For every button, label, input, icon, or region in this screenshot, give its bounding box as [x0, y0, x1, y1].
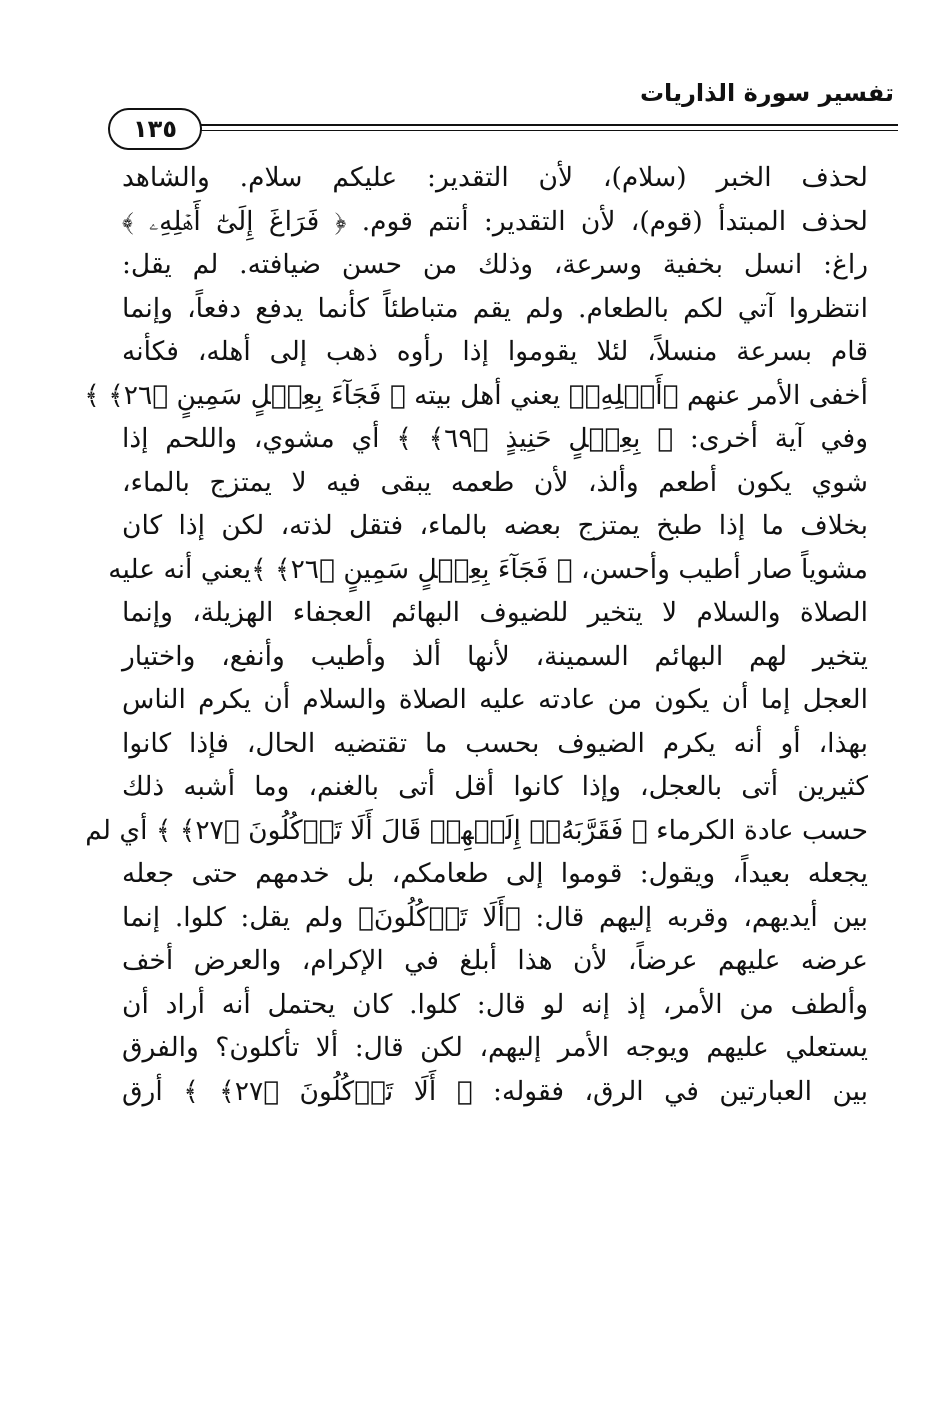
text-line: الصلاة والسلام لا يتخير للضيوف البهائم العجفاء الهزيلة، وإنما: [122, 597, 868, 628]
text-line: مشوياً صار أطيب وأحسن، ﴿ فَجَآءَ بِعِجۡلٍ سَمِينٍ ﴿٢٦﴾ ﴾يعني أنه عليه: [108, 553, 868, 585]
text-line: بهذا، أو أنه يكرم الضيوف بحسب ما تقتضيه الحال، فإذا كانوا: [122, 727, 868, 759]
text-line: وفي آية أخرى: ﴿ بِعِجۡلٍ حَنِيذٍ ﴿٦٩﴾ ﴾ أي مشوي، واللحم إذا: [122, 423, 868, 454]
text-line: انتظروا آتي لكم بالطعام. ولم يقم متباطئاً كأنما يدفع دفعاً، وإنما: [122, 292, 868, 324]
page-number: ١٣٥: [108, 108, 202, 150]
text-line: يتخير لهم البهائم السمينة، لأنها ألذ وأطيب وأنفع، واختيار: [122, 640, 868, 672]
text-line: قام بسرعة منسلاً، لئلا يقوموا إذا رأوه ذهب إلى أهله، فكأنه: [122, 336, 868, 367]
text-line: بخلاف ما إذا طبخ يمتزج بعضه بالماء، فتقل لذته، لكن إذا كان: [122, 510, 868, 541]
text-line: يستعلي عليهم ويوجه الأمر إليهم، لكن قال: ألا تأكلون؟ والفرق: [122, 1032, 868, 1063]
body-text: [84, 156, 869, 1113]
header-rule-thin: [168, 130, 898, 131]
text-line: شوي يكون أطعم وألذ، لأن طعمه يبقى فيه لا يمتزج بالماء،: [122, 466, 868, 498]
text-line: بين العبارتين في الرق، فقوله: ﴿ أَلَا تَأۡكُلُونَ ﴿٢٧﴾ ﴾ أرق: [122, 1075, 869, 1107]
text-line: بين أيديهم، وقربه إليهم قال: ﴿أَلَا تَأۡكُلُونَ﴾ ولم يقل: كلوا. إنما: [122, 901, 868, 933]
text-line: لحذف الخبر (سلام)، لأن التقدير: عليكم سلام. والشاهد: [122, 162, 868, 193]
text-line: أخفى الأمر عنهم ﴿أَهۡلِهِۦ﴾ يعني أهل بيته ﴿ فَجَآءَ بِعِجۡلٍ سَمِينٍ ﴿٢٦﴾ ﴾: [84, 379, 868, 411]
text-line: كثيرين أتى بالعجل، وإذا كانوا أقل أتى بالغنم، وما أشبه ذلك: [122, 771, 868, 802]
text-line: العجل إما أن يكون من عادته عليه الصلاة والسلام أن يكرم الناس: [122, 684, 868, 715]
text-line: لحذف المبتدأ (قوم)، لأن التقدير: أنتم قوم. ﴿ فَرَاغَ إِلَىٰٓ أَهۡلِهِۦ ﴾: [122, 205, 868, 237]
text-line: وألطف من الأمر، إذ إنه لو قال: كلوا. كان يحتمل أنه أراد أن: [122, 988, 868, 1020]
text-line: يجعله بعيداً، ويقول: قوموا إلى طعامكم، بل خدمهم حتى جعله: [122, 858, 868, 889]
header-rule-thick: [168, 124, 898, 126]
text-line: عرضه عليهم عرضاً، لأن هذا أبلغ في الإكرام، والعرض أخف: [122, 945, 868, 976]
text-line: حسب عادة الكرماء ﴿ فَقَرَّبَهُۥٓ إِلَيۡهِمۡ قَالَ أَلَا تَأۡكُلُونَ ﴿٢٧﴾ ﴾ أي لم: [85, 814, 868, 846]
header-rule: [108, 98, 898, 144]
text-line: راغ: انسل بخفية وسرعة، وذلك من حسن ضيافته. لم يقل:: [122, 249, 868, 280]
running-title: تفسير سورة الذاريات: [639, 79, 894, 107]
